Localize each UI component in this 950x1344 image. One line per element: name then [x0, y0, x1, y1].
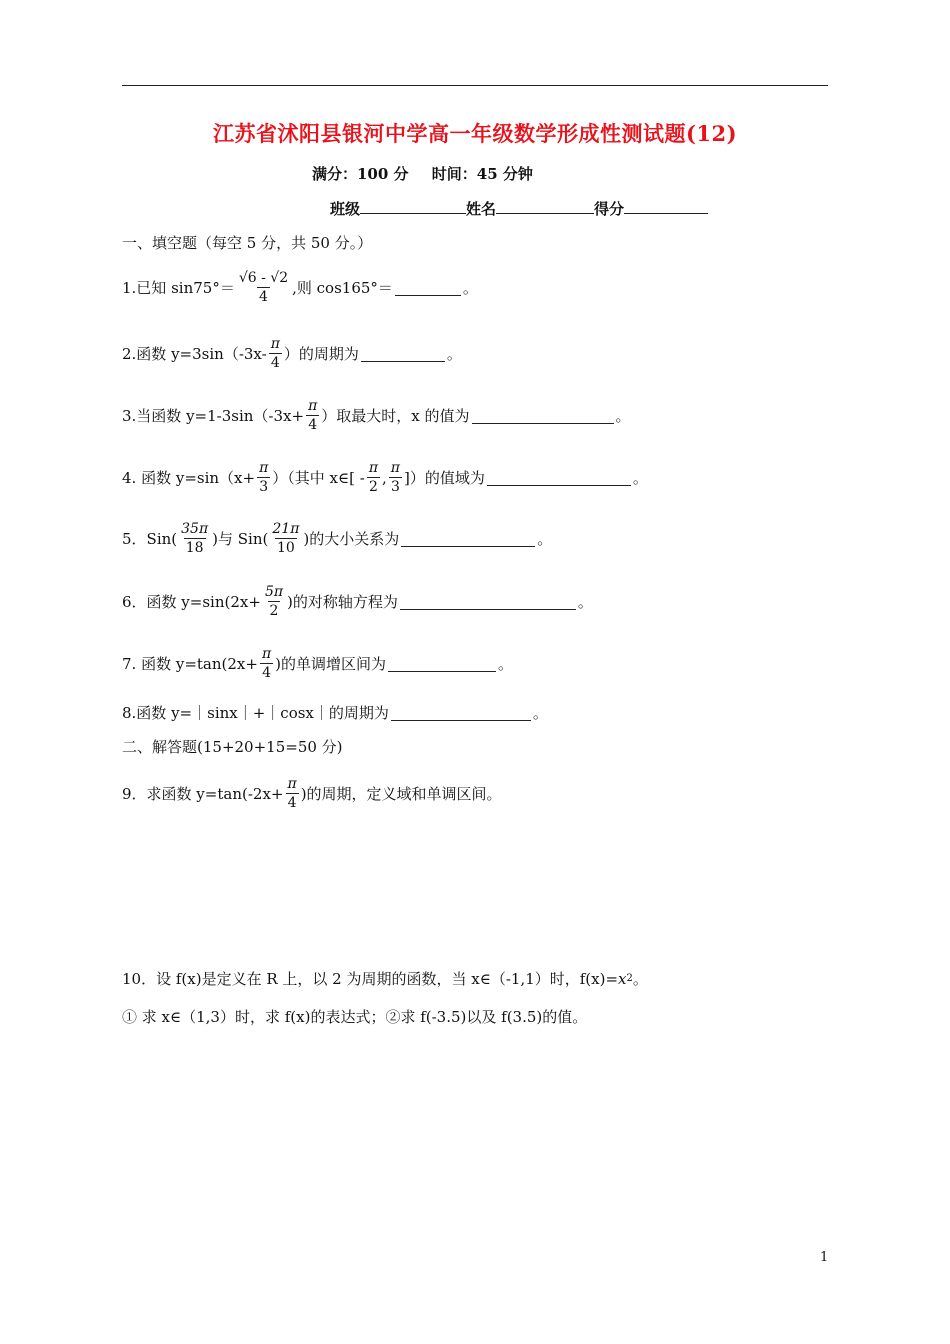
q1-text: 1.已知 sin75°＝ — [122, 279, 235, 297]
question-4 — [122, 460, 648, 495]
q4-numerator-2: π — [368, 460, 379, 476]
q8-end: 。 — [532, 704, 548, 722]
q5-text-post: )的大小关系为 — [303, 530, 400, 548]
name-blank[interactable] — [496, 199, 594, 214]
q3-numerator: π — [308, 398, 318, 414]
q4-fraction-2 — [367, 460, 380, 495]
full-score: 满分：100 分 — [312, 165, 409, 183]
section-answer: 二、解答题(15+20+15=50 分) — [122, 738, 343, 756]
q1-answer-blank[interactable] — [395, 279, 461, 296]
q8-text: 8.函数 y=｜sinx｜+｜cosx｜的周期为 — [122, 704, 389, 722]
q5-answer-blank[interactable] — [401, 530, 535, 547]
question-1 — [122, 270, 478, 305]
q6-end: 。 — [577, 593, 593, 611]
q4-denominator-3: 3 — [390, 479, 400, 495]
q9-text-post: )的周期，定义域和单调区间。 — [300, 785, 502, 803]
student-fields — [330, 198, 708, 219]
q10-end: 。 — [632, 970, 648, 988]
q3-denominator: 4 — [308, 417, 318, 433]
q7-denominator: 4 — [262, 665, 272, 681]
q2-text: 2.函数 y=3sin（-3x- — [122, 345, 267, 363]
q9-denominator: 4 — [287, 795, 297, 811]
q1-end: 。 — [462, 279, 478, 297]
q7-text-post: )的单调增区间为 — [275, 655, 387, 673]
score-blank[interactable] — [624, 199, 708, 214]
q6-text-post: )的对称轴方程为 — [287, 593, 398, 611]
question-3 — [122, 398, 631, 433]
q8-answer-blank[interactable] — [391, 704, 531, 721]
time-limit: 时间：45 分钟 — [431, 165, 533, 183]
q4-denominator-2: 2 — [368, 479, 378, 495]
q4-text: 4. 函数 y=sin（x+ — [122, 469, 256, 487]
question-10 — [122, 968, 648, 989]
q3-fraction — [306, 398, 319, 433]
q4-end: 。 — [632, 469, 648, 487]
q4-text-mid: ）（其中 x∈[ - — [272, 469, 365, 487]
q2-denominator: 4 — [270, 355, 280, 371]
q6-fraction — [263, 584, 285, 619]
q5-fraction-2 — [270, 521, 301, 556]
q3-end: 。 — [615, 407, 631, 425]
question-7 — [122, 646, 513, 681]
q5-text: 5．Sin( — [122, 530, 178, 548]
q1-denominator: 4 — [259, 289, 268, 305]
q4-fraction-3 — [389, 460, 402, 495]
q6-text: 6．函数 y=sin(2x+ — [122, 593, 261, 611]
q5-denominator-1: 18 — [185, 540, 204, 556]
q7-fraction — [260, 646, 273, 681]
q10-variable: x — [618, 969, 627, 988]
question-8 — [122, 702, 548, 723]
q4-numerator-1: π — [259, 460, 269, 476]
header-rule — [122, 85, 828, 86]
q10-exponent: 2 — [626, 973, 633, 984]
q2-fraction — [269, 336, 282, 371]
q2-end: 。 — [446, 345, 462, 363]
q10-text: 10．设 f(x)是定义在 R 上，以 2 为周期的函数，当 x∈（-1,1）时，f(x)= — [122, 970, 619, 988]
q4-numerator-3: π — [390, 460, 400, 476]
q2-numerator: π — [270, 336, 280, 352]
q7-text: 7. 函数 y=tan(2x+ — [122, 655, 258, 673]
q5-denominator-2: 10 — [276, 540, 295, 556]
question-5 — [122, 521, 552, 556]
score-label: 得分 — [594, 200, 625, 218]
q1-text-post: ,则 cos165°＝ — [292, 279, 393, 297]
q9-numerator: π — [287, 776, 297, 792]
section-fill-in: 一、填空题（每空 5 分，共 50 分。） — [122, 234, 373, 252]
q6-answer-blank[interactable] — [400, 593, 576, 610]
q2-answer-blank[interactable] — [361, 345, 445, 362]
q6-denominator: 2 — [269, 603, 279, 619]
q7-answer-blank[interactable] — [388, 655, 496, 672]
question-6 — [122, 584, 593, 619]
q4-text-post: ]）的值域为 — [404, 469, 485, 487]
q5-fraction-1 — [179, 521, 210, 556]
q5-numerator-2: 21π — [272, 521, 300, 537]
q9-fraction — [285, 776, 298, 811]
q4-denominator-1: 3 — [259, 479, 269, 495]
q5-numerator-1: 35π — [181, 521, 209, 537]
class-blank[interactable] — [360, 199, 466, 214]
q7-numerator: π — [261, 646, 272, 662]
exam-info — [312, 163, 533, 184]
q7-end: 。 — [498, 655, 514, 673]
q5-end: 。 — [537, 530, 553, 548]
page-number: 1 — [820, 1250, 829, 1265]
question-10-parts: ① 求 x∈（1,3）时，求 f(x)的表达式；②求 f(-3.5)以及 f(3.5)的值。 — [122, 1008, 588, 1026]
q3-text-post: ）取最大时，x 的值为 — [321, 407, 470, 425]
page-title: 江苏省沭阳县银河中学高一年级数学形成性测试题(12) — [212, 121, 738, 146]
q2-text-post: ）的周期为 — [283, 345, 359, 363]
q6-numerator: 5π — [264, 584, 284, 600]
q4-fraction-1 — [257, 460, 270, 495]
q4-answer-blank[interactable] — [487, 469, 631, 486]
name-label: 姓名 — [466, 200, 497, 218]
question-9 — [122, 776, 502, 811]
q1-fraction — [237, 270, 290, 305]
q4-comma: , — [382, 468, 387, 487]
q3-answer-blank[interactable] — [472, 407, 614, 424]
class-label: 班级 — [330, 200, 361, 218]
q1-numerator: √6 - √2 — [238, 270, 289, 286]
question-2 — [122, 336, 462, 371]
q3-text: 3.当函数 y=1-3sin（-3x+ — [122, 407, 305, 425]
q9-text: 9．求函数 y=tan(-2x+ — [122, 785, 284, 803]
q5-text-mid: )与 Sin( — [212, 530, 269, 548]
